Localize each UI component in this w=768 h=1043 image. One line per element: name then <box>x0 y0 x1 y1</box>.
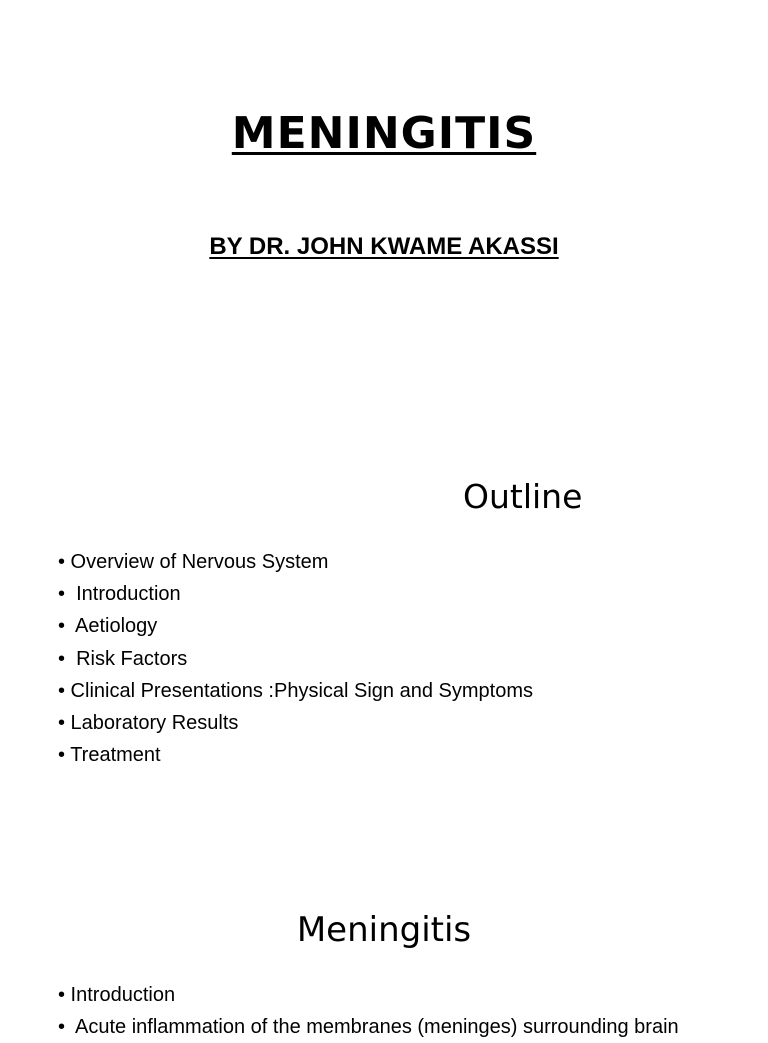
list-item: • Laboratory Results <box>58 711 239 734</box>
author-line: BY DR. JOHN KWAME AKASSI <box>209 233 559 260</box>
list-item: • Clinical Presentations :Physical Sign and Symptoms <box>58 679 533 702</box>
list-item: • Aetiology <box>58 615 158 638</box>
list-item: • Introduction <box>58 984 176 1006</box>
page-title: MENINGITIS <box>231 108 537 159</box>
outline-list <box>58 546 533 771</box>
list-item: • Risk Factors <box>58 647 188 670</box>
list-item: • Acute inflammation of the membranes (meninges) surrounding brain <box>58 1016 679 1039</box>
intro-list <box>58 979 758 1043</box>
list-item: • Introduction <box>58 583 181 606</box>
list-item: • Treatment <box>58 744 161 767</box>
list-item: • Overview of Nervous System <box>58 551 329 573</box>
section-heading: Meningitis <box>296 910 472 950</box>
outline-heading: Outline <box>463 477 583 516</box>
